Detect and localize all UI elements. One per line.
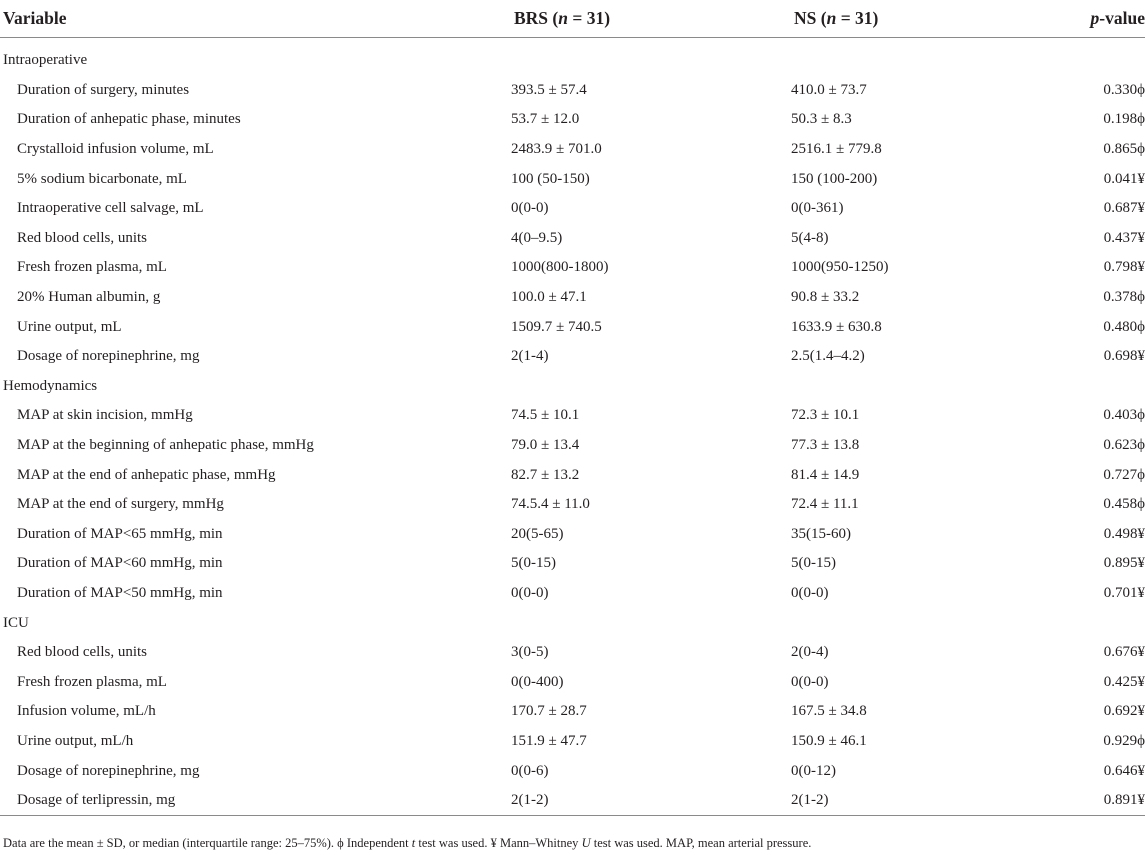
- brs-cell: 74.5.4 ± 11.0: [511, 496, 590, 513]
- ns-cell: 2(0-4): [791, 644, 829, 661]
- variable-cell: Duration of MAP<50 mmHg, min: [17, 584, 223, 601]
- variable-cell: 5% sodium bicarbonate, mL: [17, 170, 187, 187]
- p-value-cell: 0.687¥: [1103, 200, 1145, 217]
- p-value-cell: 0.330ϕ: [1103, 81, 1145, 98]
- table-row: [0, 727, 1145, 757]
- ns-cell: 50.3 ± 8.3: [791, 111, 852, 128]
- variable-cell: Duration of surgery, minutes: [17, 81, 190, 98]
- variable-cell: Duration of MAP<65 mmHg, min: [17, 525, 223, 542]
- header-p-value: p-value: [1071, 0, 1145, 38]
- variable-cell: Fresh frozen plasma, mL: [17, 673, 167, 690]
- brs-cell: 0(0-6): [511, 762, 549, 779]
- variable-cell: 20% Human albumin, g: [17, 289, 161, 306]
- header-brs: BRS (n = 31): [511, 0, 791, 38]
- ns-cell: 150 (100-200): [791, 170, 878, 187]
- brs-cell: 3(0-5): [511, 644, 549, 661]
- variable-cell: Duration of anhepatic phase, minutes: [17, 111, 241, 128]
- variable-cell: Urine output, mL/h: [17, 732, 134, 749]
- p-value-cell: 0.480ϕ: [1103, 318, 1145, 335]
- table-row: [0, 76, 1145, 106]
- table-row: [0, 756, 1145, 786]
- ns-cell: 0(0-0): [791, 673, 829, 690]
- p-value-cell: 0.041¥: [1103, 170, 1145, 187]
- p-value-cell: 0.437¥: [1103, 229, 1145, 246]
- table-row: [0, 164, 1145, 194]
- ns-cell: 90.8 ± 33.2: [791, 289, 860, 306]
- header-variable: Variable: [0, 0, 511, 38]
- table-row: [0, 401, 1145, 431]
- table-row: [0, 224, 1145, 254]
- table-row: [0, 520, 1145, 550]
- brs-cell: 79.0 ± 13.4: [511, 437, 580, 454]
- ns-cell: 410.0 ± 73.7: [791, 81, 867, 98]
- table-row: [0, 283, 1145, 313]
- p-value-cell: 0.498¥: [1103, 525, 1145, 542]
- variable-cell: Urine output, mL: [17, 318, 122, 335]
- variable-cell: Red blood cells, units: [17, 229, 147, 246]
- table-row: [0, 431, 1145, 461]
- p-value-cell: 0.676¥: [1103, 644, 1145, 661]
- table-row: [0, 135, 1145, 165]
- p-value-cell: 0.623ϕ: [1103, 437, 1145, 454]
- ns-cell: 5(0-15): [791, 555, 836, 572]
- section-row: [0, 372, 1145, 402]
- table-row: [0, 638, 1145, 668]
- table-row: [0, 667, 1145, 697]
- ns-cell: 150.9 ± 46.1: [791, 732, 867, 749]
- p-value-cell: 0.798¥: [1103, 259, 1145, 276]
- brs-cell: 100 (50-150): [511, 170, 590, 187]
- variable-cell: Crystalloid infusion volume, mL: [17, 141, 214, 158]
- variable-cell: MAP at the end of anhepatic phase, mmHg: [17, 466, 276, 483]
- ns-cell: 81.4 ± 14.9: [791, 466, 860, 483]
- ns-cell: 5(4-8): [791, 229, 829, 246]
- variable-cell: Red blood cells, units: [17, 644, 147, 661]
- section-row: [0, 608, 1145, 638]
- ns-cell: 35(15-60): [791, 525, 851, 542]
- brs-cell: 5(0-15): [511, 555, 556, 572]
- brs-cell: 2483.9 ± 701.0: [511, 141, 602, 158]
- p-value-cell: 0.378ϕ: [1103, 289, 1145, 306]
- brs-cell: 151.9 ± 47.7: [511, 732, 587, 749]
- brs-cell: 4(0–9.5): [511, 229, 563, 246]
- variable-cell: Fresh frozen plasma, mL: [17, 259, 167, 276]
- table-body: [0, 38, 1145, 816]
- brs-cell: 1509.7 ± 740.5: [511, 318, 602, 335]
- brs-cell: 1000(800-1800): [511, 259, 609, 276]
- section-row: [0, 38, 1145, 76]
- brs-cell: 2(1-4): [511, 348, 549, 365]
- table-row: [0, 697, 1145, 727]
- brs-cell: 20(5-65): [511, 525, 564, 542]
- variable-cell: MAP at the end of surgery, mmHg: [17, 496, 224, 513]
- table-row: [0, 105, 1145, 135]
- variable-cell: Dosage of norepinephrine, mg: [17, 348, 200, 365]
- section-label: Hemodynamics: [3, 377, 98, 394]
- variable-cell: Dosage of norepinephrine, mg: [17, 762, 200, 779]
- table-row: [0, 312, 1145, 342]
- ns-cell: 2516.1 ± 779.8: [791, 141, 882, 158]
- table-row: [0, 460, 1145, 490]
- brs-cell: 0(0-400): [511, 673, 564, 690]
- brs-cell: 53.7 ± 12.0: [511, 111, 580, 128]
- variable-cell: MAP at skin incision, mmHg: [17, 407, 193, 424]
- ns-cell: 72.3 ± 10.1: [791, 407, 860, 424]
- table-row: [0, 786, 1145, 816]
- variable-cell: MAP at the beginning of anhepatic phase, mmHg: [17, 437, 314, 454]
- variable-cell: Intraoperative cell salvage, mL: [17, 200, 204, 217]
- table-row: [0, 194, 1145, 224]
- p-value-cell: 0.701¥: [1103, 584, 1145, 601]
- table-header: [0, 0, 1145, 38]
- p-value-cell: 0.698¥: [1103, 348, 1145, 365]
- p-value-cell: 0.727ϕ: [1103, 466, 1145, 483]
- brs-cell: 170.7 ± 28.7: [511, 703, 587, 720]
- brs-cell: 0(0-0): [511, 584, 549, 601]
- p-value-cell: 0.865ϕ: [1103, 141, 1145, 158]
- ns-cell: 1633.9 ± 630.8: [791, 318, 882, 335]
- ns-cell: 72.4 ± 11.1: [791, 496, 859, 513]
- p-value-cell: 0.458ϕ: [1103, 496, 1145, 513]
- p-value-cell: 0.646¥: [1103, 762, 1145, 779]
- table-row: [0, 579, 1145, 609]
- brs-cell: 0(0-0): [511, 200, 549, 217]
- brs-cell: 74.5 ± 10.1: [511, 407, 580, 424]
- p-value-cell: 0.403ϕ: [1103, 407, 1145, 424]
- table-row: [0, 549, 1145, 579]
- table-row: [0, 342, 1145, 372]
- ns-cell: 77.3 ± 13.8: [791, 437, 860, 454]
- table-row: [0, 253, 1145, 283]
- section-label: ICU: [3, 614, 29, 631]
- table-footnote: Data are the mean ± SD, or median (interquartile range: 25–75%). ϕ Independent t test was used. ¥ Mann–Whitney U test was used. MAP, mean arterial pressure.: [3, 836, 812, 850]
- p-value-cell: 0.929ϕ: [1103, 732, 1145, 749]
- header-ns: NS (n = 31): [791, 0, 1071, 38]
- brs-cell: 100.0 ± 47.1: [511, 289, 587, 306]
- section-label: Intraoperative: [3, 52, 88, 69]
- p-value-cell: 0.891¥: [1071, 786, 1145, 816]
- variable-cell: Duration of MAP<60 mmHg, min: [17, 555, 223, 572]
- p-value-cell: 0.692¥: [1103, 703, 1145, 720]
- variable-cell: Infusion volume, mL/h: [17, 703, 156, 720]
- ns-cell: 2(1-2): [791, 786, 1071, 816]
- p-value-cell: 0.895¥: [1103, 555, 1145, 572]
- variable-cell: Dosage of terlipressin, mg: [0, 786, 511, 816]
- ns-cell: 2.5(1.4–4.2): [791, 348, 865, 365]
- table-row: [0, 490, 1145, 520]
- brs-cell: 82.7 ± 13.2: [511, 466, 580, 483]
- brs-cell: 393.5 ± 57.4: [511, 81, 587, 98]
- brs-cell: 2(1-2): [511, 786, 791, 816]
- p-value-cell: 0.425¥: [1103, 673, 1145, 690]
- ns-cell: 0(0-0): [791, 584, 829, 601]
- ns-cell: 1000(950-1250): [791, 259, 889, 276]
- p-value-cell: 0.198ϕ: [1103, 111, 1145, 128]
- ns-cell: 0(0-361): [791, 200, 844, 217]
- ns-cell: 0(0-12): [791, 762, 836, 779]
- ns-cell: 167.5 ± 34.8: [791, 703, 867, 720]
